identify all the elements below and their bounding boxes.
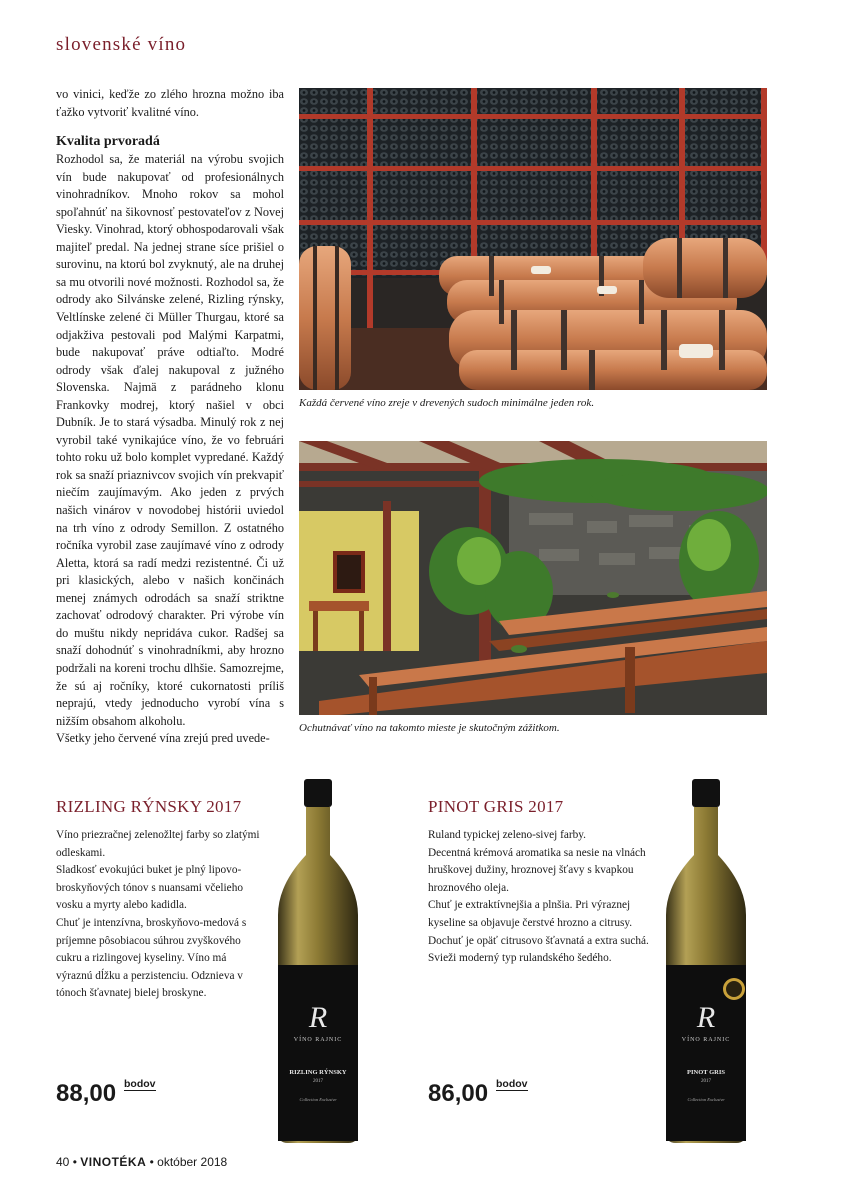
issue-date: október 2018 xyxy=(157,1155,228,1169)
wine-2-description xyxy=(428,827,650,968)
wine-1-label-name: RIZLING RÝNSKY xyxy=(289,1069,347,1076)
article-column xyxy=(56,86,284,748)
wine-2-label-name: PINOT GRIS xyxy=(687,1069,725,1076)
article-body: Rozhodol sa, že materiál na výrobu svojich vín bude nakupovať od profesionálnych vinohradníkov. Mnoho rokov sa mohol spoľahnúť na šikovnosť pestovateľov z Novej Viesky. Vinohrad, ktorý obhospodarovali však majiteľ predal. Na jednej strane síce prišiel o surovinu, na ktorú bol zvyknutý, ale na druhej sa mu otvorili nové možnosti. Rozhodol sa, že odrody ako Silvánske zelené, Rizling rýnsky, Veltlínske zelené či Müller Thurgau, ktoré sa odjakživa pestovali pod Malými Karpatmi, bude nakupovať práve odtiaľto. Modré odrody však ďalej nakupoval z južného Slovenska. Najmä z parádneho klonu Frankovky modrej, ktorý našiel v obci Dubník. Je to stará výsadba. Minulý rok z nej vyrobil také vynikajúce víno, že vo februári tohto roku už bolo komplet vypredané. Každý rok sa snaží priaznivcov svojich vín prekvapiť niečím zaujímavým. Ako jeden z prvých našich vinárov v novodobej histórii uviedol na trh víno z odrody Semillon. Z ostatného ročníka vyrobil zase zaujímavé víno z odrody Aletta, ktorá sa radí medzi rezistentné. Či už pri klasických, alebo v našich končinách menej známych odrodách sa snaží striktne zachovať odrodový charakter. Pri výrobe vín do muštu nikdy nepridáva cukor. Radšej sa snaží dohodnúť s vinohradníkmi, aby hrozno podržali na koreni trochu dlhšie. Samozrejme, že sú aj ročníky, ktoré cukornatosti príliš neprajú, vtedy jednoducho vyrobí vína s nižším obsahom alkoholu. xyxy=(56,152,284,728)
page-footer xyxy=(56,1155,227,1169)
wine-2-label-brand: VÍNO RAJNIC xyxy=(681,1037,731,1043)
wine-2-desc-line: Decentná krémová aromatika sa nesie na vlnách hruškovej dužiny, hroznovej šťavy s kvapkou hroznového oleja. xyxy=(428,846,646,894)
wine-1-label-brand: VÍNO RAJNIC xyxy=(293,1037,343,1043)
article-heading: Kvalita prvoradá xyxy=(56,134,160,150)
magazine-name: VINOTÉKA xyxy=(80,1155,147,1169)
wine-1-desc-line: Chuť je intenzívna, broskyňovo-medová s príjemne pôsobiacou súhrou zvyškového cukru a rizlingovej kyseliny. Víno má výraznú dĺžku a perzistenciu. Odznieva v tónoch šťavnatej bielej broskyne. xyxy=(56,916,247,1000)
article-tail: Všetky jeho červené vína zrejú pred uvede- xyxy=(56,731,270,746)
wine-1-score-unit: bodov xyxy=(124,1078,156,1090)
wine-2-label-year: 2017 xyxy=(701,1079,711,1084)
footer-bullet: • xyxy=(72,1155,77,1169)
wine-2-desc-line: Svieži moderný typ rulandského šedého. xyxy=(428,952,612,965)
terrace-photo xyxy=(299,441,767,715)
wine-1-label-logo: R xyxy=(308,1001,328,1034)
wine-1-description xyxy=(56,827,260,1003)
wine-1-score xyxy=(56,1078,156,1108)
wine-1-desc-line: Sladkosť evokujúci buket je plný lipovo-broskyňových tónov s nuansami včelieho vosku a myrty alebo kadidla. xyxy=(56,864,243,912)
wine-2-label-logo: R xyxy=(696,1001,716,1034)
wine-2-desc-line: Ruland typickej zeleno-sivej farby. xyxy=(428,829,586,841)
wine-2-score xyxy=(428,1078,528,1108)
wine-2-score-unit: bodov xyxy=(496,1078,528,1090)
wine-1-label-year: 2017 xyxy=(313,1079,323,1084)
wine-2-label-sub: Collection Exclusive xyxy=(687,1097,725,1102)
terrace-caption: Ochutnávať víno na takomto mieste je skutočným zážitkom. xyxy=(299,722,560,734)
section-title: slovenské víno xyxy=(56,34,187,55)
wine-1-label-sub: Collection Exclusive xyxy=(299,1097,337,1102)
wine-1-bottle xyxy=(276,775,360,1145)
cellar-photo xyxy=(299,88,767,390)
page-number: 40 xyxy=(56,1155,70,1169)
wine-2-desc-line: Dochuť je opäť citrusovo šťavnatá a extra suchá. xyxy=(428,934,649,947)
wine-2-bottle xyxy=(664,775,748,1145)
wine-2-score-value: 86,00 xyxy=(428,1080,489,1107)
article-intro: vo vinici, keďže zo zlého hrozna možno iba ťažko vytvoriť kvalitné víno. xyxy=(56,87,284,119)
wine-1-score-value: 88,00 xyxy=(56,1080,117,1107)
wine-1-title: RIZLING RÝNSKY 2017 xyxy=(56,797,242,816)
footer-bullet: • xyxy=(149,1155,154,1169)
wine-2-desc-line: Chuť je extraktívnejšia a plnšia. Pri výraznej kyseline sa objavuje čerstvé hrozno a citrusy. xyxy=(428,899,633,929)
wine-1-desc-line: Víno priezračnej zelenožltej farby so zlatými odleskami. xyxy=(56,829,260,859)
cellar-caption: Každá červené víno zreje v drevených sudoch minimálne jeden rok. xyxy=(299,397,595,409)
wine-2-title: PINOT GRIS 2017 xyxy=(428,797,564,816)
